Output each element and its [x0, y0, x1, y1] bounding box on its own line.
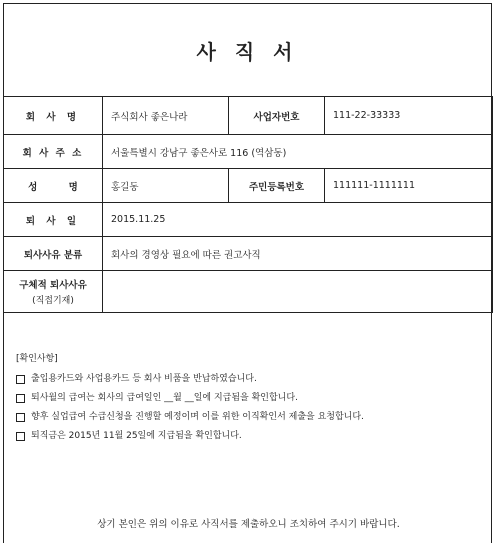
resident-number-label: 주민등록번호: [229, 169, 325, 203]
closing-statement: 상기 본인은 위의 이유로 사직서를 제출하오니 조치하여 주시기 바랍니다.: [97, 519, 400, 530]
reason-category-label: 퇴사사유 분류: [4, 237, 103, 271]
business-number-label: 사업자번호: [229, 97, 325, 135]
table-row: [4, 97, 493, 135]
checkbox-icon[interactable]: [16, 413, 25, 422]
table-row: [4, 203, 493, 237]
resignation-info-table: [3, 96, 493, 313]
reason-detail-label: [4, 271, 103, 313]
company-address-label: 회 사 주 소: [4, 135, 103, 169]
checkbox-icon[interactable]: [16, 394, 25, 403]
employee-name-value: 홍길동: [103, 169, 229, 203]
confirm-item: [16, 389, 481, 408]
confirm-item: [16, 408, 481, 427]
confirm-item-text: 향후 실업급여 수급신청을 진행할 예정이며 이를 위한 이직확인서 제출을 요청합니다.: [31, 412, 364, 422]
reason-detail-title: 구체적 퇴사사유: [19, 280, 87, 291]
company-name-value: 주식회사 좋은나라: [103, 97, 229, 135]
table-row: [4, 271, 493, 313]
resident-number-value: 111111-1111111: [325, 169, 493, 203]
confirm-item-text: 퇴사월의 급여는 회사의 급여일인 __월 __일에 지급됨을 확인합니다.: [31, 393, 298, 403]
confirm-item-text: 출입용카드와 사업용카드 등 회사 비품을 반납하였습니다.: [31, 374, 257, 384]
checkbox-icon[interactable]: [16, 375, 25, 384]
company-name-label: 회 사 명: [4, 97, 103, 135]
document-title: 사 직 서: [196, 39, 299, 64]
business-number-value: 111-22-33333: [325, 97, 493, 135]
confirm-item: [16, 370, 481, 389]
reason-detail-value[interactable]: [103, 271, 493, 313]
confirm-item: [16, 427, 481, 446]
resignation-form: [3, 3, 492, 543]
reason-category-value: 회사의 경영상 필요에 따른 권고사직: [103, 237, 493, 271]
confirm-section: [16, 350, 481, 446]
table-row: [4, 237, 493, 271]
confirm-heading: [확인사항]: [16, 354, 58, 364]
employee-name-label: 성 명: [4, 169, 103, 203]
confirm-item-text: 퇴직금은 2015년 11월 25일에 지급됨을 확인합니다.: [31, 431, 242, 441]
reason-detail-sub: (직접기재): [32, 296, 74, 306]
company-address-value: 서울특별시 강남구 좋은사로 116 (역삼동): [103, 135, 493, 169]
resignation-date-value: 2015.11.25: [103, 203, 493, 237]
checkbox-icon[interactable]: [16, 432, 25, 441]
table-row: [4, 135, 493, 169]
table-row: [4, 169, 493, 203]
resignation-date-label: 퇴 사 일: [4, 203, 103, 237]
